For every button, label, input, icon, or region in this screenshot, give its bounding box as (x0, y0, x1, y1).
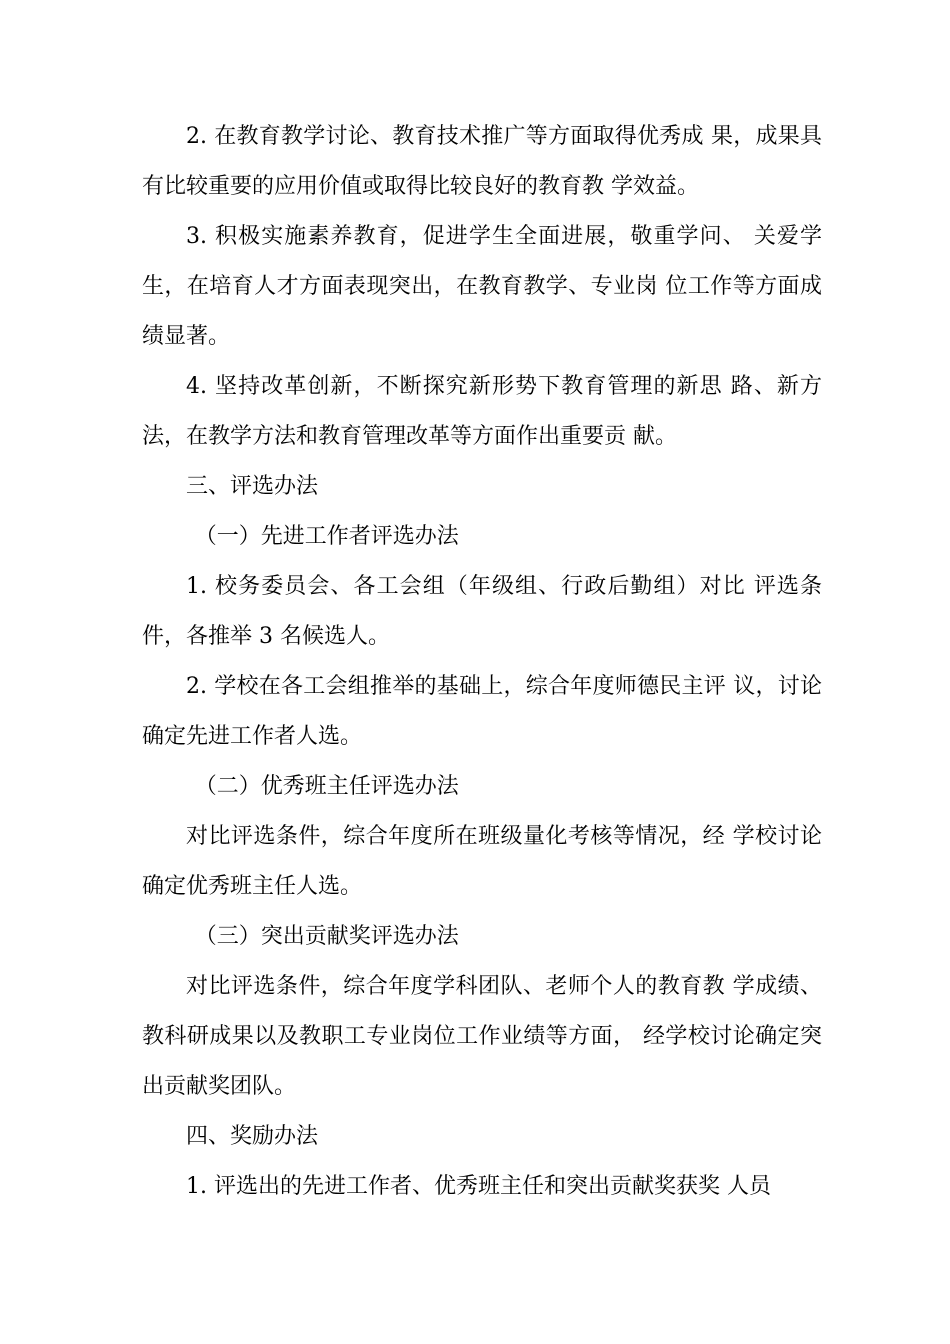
subheading-advanced-worker: （一）先进工作者评选办法 (194, 524, 459, 549)
subheading-contribution-award: （三）突出贡献奖评选办法 (194, 924, 459, 949)
paragraph-advanced-worker-1: 1. 校务委员会、各工会组（年级组、行政后勤组）对比 评选条件，各推举 3 名候选人。 (142, 574, 822, 649)
section-heading-reward-method: 四、奖励办法 (186, 1124, 319, 1149)
subheading-excellent-teacher: （二）优秀班主任评选办法 (194, 774, 459, 799)
paragraph-criterion-3: 3. 积极实施素养教育，促进学生全面进展，敬重学问、 关爱学生，在培育人才方面表现突出，在教育教学、专业岗 位工作等方面成绩显著。 (142, 224, 822, 349)
section-heading-selection-method: 三、评选办法 (186, 474, 319, 499)
paragraph-excellent-teacher: 对比评选条件，综合年度所在班级量化考核等情况，经 学校讨论确定优秀班主任人选。 (142, 824, 822, 899)
paragraph-reward-1: 1. 评选出的先进工作者、优秀班主任和突出贡献奖获奖 人员 (186, 1174, 771, 1199)
paragraph-criterion-2: 2. 在教育教学讨论、教育技术推广等方面取得优秀成 果，成果具有比较重要的应用价值或取得比较良好的教育教 学效益。 (142, 124, 822, 199)
paragraph-contribution-award: 对比评选条件，综合年度学科团队、老师个人的教育教 学成绩、教科研成果以及教职工专业岗位工作业绩等方面， 经学校讨论确定突出贡献奖团队。 (142, 974, 822, 1099)
document-body (142, 112, 822, 1212)
paragraph-criterion-4: 4. 坚持改革创新，不断探究新形势下教育管理的新思 路、新方法，在教学方法和教育管理改革等方面作出重要贡 献。 (142, 374, 822, 449)
paragraph-advanced-worker-2: 2. 学校在各工会组推举的基础上，综合年度师德民主评 议，讨论确定先进工作者人选。 (142, 674, 822, 749)
